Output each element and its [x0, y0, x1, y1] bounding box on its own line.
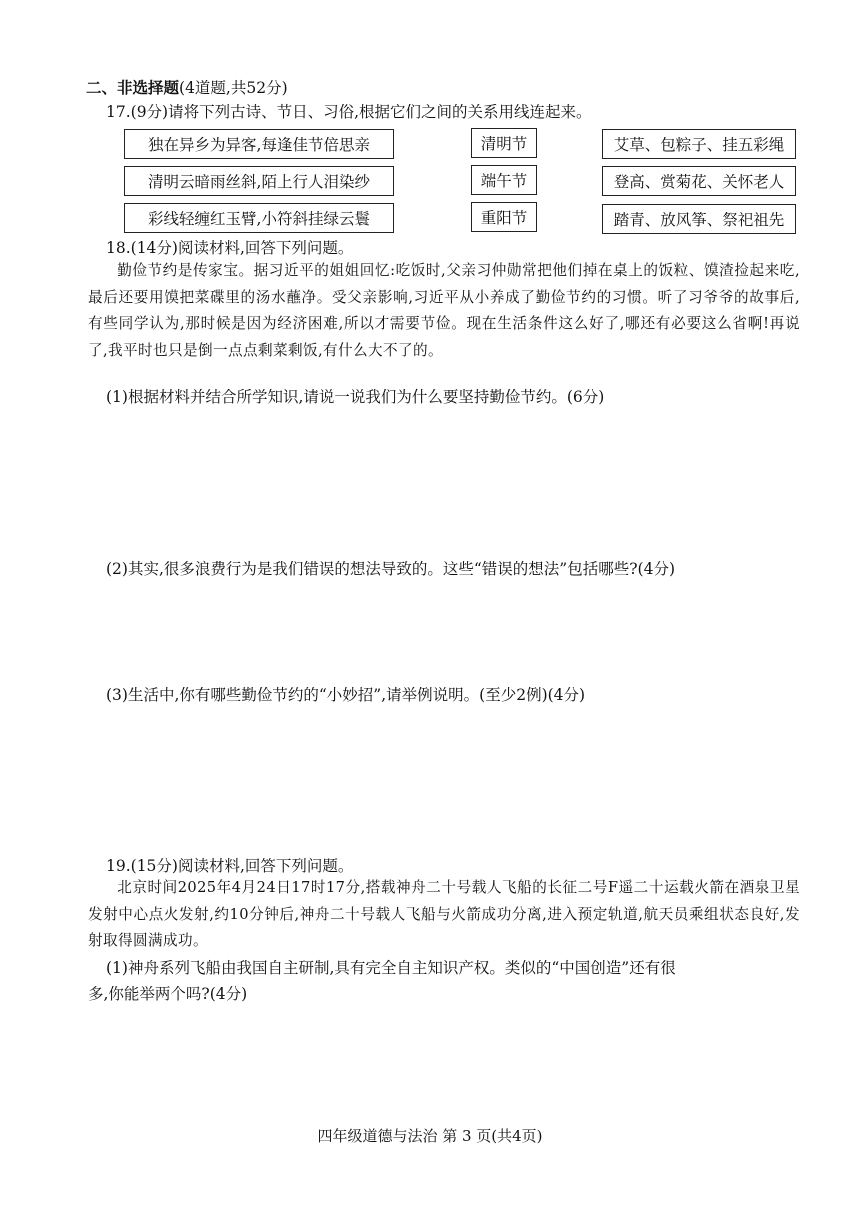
section-heading	[86, 76, 288, 98]
section-meta: (4道题,共52分)	[179, 79, 288, 97]
q18-sub2: (2)其实,很多浪费行为是我们错误的想法导致的。这些“错误的想法”包括哪些?(4分)	[106, 560, 675, 578]
section-title: 二、非选择题	[86, 78, 180, 97]
festival-box-3: 重阳节	[471, 202, 537, 232]
poem-box-1: 独在异乡为异客,每逢佳节倍思亲	[124, 129, 394, 159]
custom-box-2: 登高、赏菊花、关怀老人	[602, 166, 796, 196]
q17-prompt: 17.(9分)请将下列古诗、节日、习俗,根据它们之间的关系用线连起来。	[106, 103, 592, 121]
q19-prompt: 19.(15分)阅读材料,回答下列问题。	[106, 857, 354, 875]
poem-box-2: 清明云暗雨丝斜,陌上行人泪染纱	[124, 166, 394, 196]
q18-sub3: (3)生活中,你有哪些勤俭节约的“小妙招”,请举例说明。(至少2例)(4分)	[106, 686, 586, 704]
q19-material: 北京时间2025年4月24日17时17分,搭载神舟二十号载人飞船的长征二号F遥二十运载火箭在酒泉卫星发射中心点火发射,约10分钟后,神舟二十号载人飞船与火箭成功分离,进入预定轨道,航天员乘组状态良好,发射取得圆满成功。	[88, 879, 800, 949]
custom-box-3: 踏青、放风筝、祭祀祖先	[602, 204, 796, 234]
page-footer: 四年级道德与法治 第 3 页(共4页)	[317, 1127, 543, 1145]
custom-box-1: 艾草、包粽子、挂五彩绳	[602, 129, 796, 159]
festival-box-2: 端午节	[471, 165, 537, 195]
q18-material: 勤俭节约是传家宝。据习近平的姐姐回忆:吃饭时,父亲习仲勋常把他们掉在桌上的饭粒、馍渣捡起来吃,最后还要用馍把菜碟里的汤水蘸净。受父亲影响,习近平从小养成了勤俭节约的习惯。听了习爷爷的故事后,有些同学认为,那时候是因为经济困难,所以才需要节俭。现在生活条件这么好了,哪还有必要这么省啊!再说了,我平时也只是倒一点点剩菜剩饭,有什么大不了的。	[88, 262, 800, 359]
festival-box-1: 清明节	[471, 128, 537, 158]
poem-box-3: 彩线轻缠红玉臂,小符斜挂绿云鬟	[124, 203, 394, 233]
q18-sub1: (1)根据材料并结合所学知识,请说一说我们为什么要坚持勤俭节约。(6分)	[106, 388, 605, 406]
q18-prompt: 18.(14分)阅读材料,回答下列问题。	[106, 239, 354, 257]
q19-sub1-line2: 多,你能举两个吗?(4分)	[88, 985, 248, 1003]
q19-sub1-line1: (1)神舟系列飞船由我国自主研制,具有完全自主知识产权。类似的“中国创造”还有很	[106, 959, 676, 977]
